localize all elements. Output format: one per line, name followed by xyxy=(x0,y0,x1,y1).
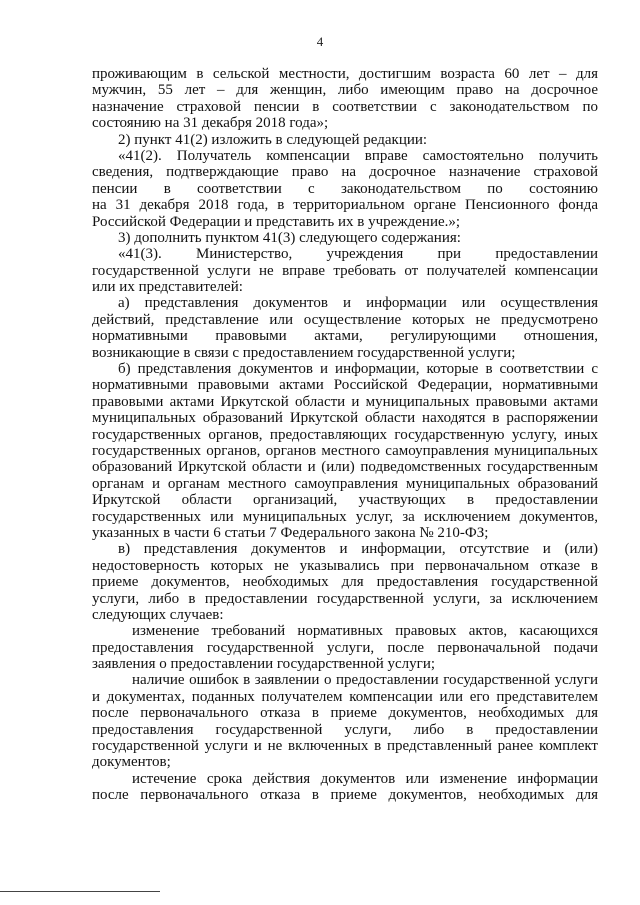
text-line: сведения, подтверждающие право на досрочное назначение страховой xyxy=(92,164,598,181)
text-line: государственных или муниципальных услуг, за исключением документов, xyxy=(92,508,598,525)
footer-rule xyxy=(0,891,160,892)
text-line: проживающим в сельской местности, достигшим возраста 60 лет – для xyxy=(92,66,598,82)
text-line: истечение срока действия документов или изменение информации xyxy=(132,770,598,787)
text-line: 3) дополнить пунктом 41(3) следующего содержания: xyxy=(118,229,461,246)
text-line: назначение страховой пенсии в соответствии с законодательством по xyxy=(92,98,598,115)
text-line: нормативными правовыми актами, регулирующими отношения, xyxy=(92,328,598,345)
document-body xyxy=(92,66,598,804)
text-line: пенсии в соответствии с законодательством по состоянию xyxy=(92,180,598,197)
text-line: на 31 декабря 2018 года, в территориальном органе Пенсионного фонда xyxy=(92,197,598,214)
text-line: следующих случаев: xyxy=(92,606,224,623)
text-line: а) представления документов и информации или осуществления xyxy=(118,295,598,312)
text-line: нормативными правовыми актами Российской Федерации, нормативными xyxy=(92,377,598,394)
page-number: 4 xyxy=(316,34,324,49)
text-line: указанных в части 6 статьи 7 Федерального закона № 210-ФЗ; xyxy=(92,524,489,541)
text-line: после первоначального отказа в приеме документов, необходимых для xyxy=(92,787,598,804)
text-line: государственной услуги и не включенных в представленный ранее комплект xyxy=(92,738,598,755)
text-line: состоянию на 31 декабря 2018 года»; xyxy=(92,115,329,132)
text-line: образований Иркутской области и (или) подведомственных государственным xyxy=(92,459,598,476)
text-line: или их представителей: xyxy=(92,279,243,296)
text-line: «41(3). Министерство, учреждения при предоставлении xyxy=(118,246,598,263)
text-line: в) представления документов и информации, отсутствие и (или) xyxy=(118,541,598,558)
text-line: предоставления государственной услуги, либо в предоставлении xyxy=(92,721,598,738)
text-line: приеме документов, необходимых для предоставления государственной xyxy=(92,574,598,591)
text-line: государственных органов, предоставляющих государственную услугу, иных xyxy=(92,426,598,443)
text-line: правовыми актами Иркутской области и муниципальных правовыми актами xyxy=(92,393,598,410)
text-line: действий, представление или осуществление которых не предусмотрено xyxy=(92,311,598,328)
text-line: государственных органов, органов местного самоуправления муниципальных xyxy=(92,442,598,459)
text-line: предоставления государственной услуги, после первоначальной подачи xyxy=(92,639,598,656)
text-line: и документах, поданных получателем компенсации или его представителем xyxy=(92,688,598,705)
text-line: б) представления документов и информации, которые в соответствии с xyxy=(118,361,598,378)
text-line: «41(2). Получатель компенсации вправе самостоятельно получить xyxy=(118,147,598,164)
text-line: наличие ошибок в заявлении о предоставлении государственной услуги xyxy=(132,672,598,689)
text-line: после первоначального отказа в приеме документов, необходимых для xyxy=(92,705,598,722)
text-line: услуги, либо в предоставлении государственной услуги, за исключением xyxy=(92,590,598,607)
text-line: Российской Федерации и представить их в учреждение.»; xyxy=(92,213,461,230)
text-line: государственной услуги не вправе требовать от получателей компенсации xyxy=(92,262,598,279)
text-line: 2) пункт 41(2) изложить в следующей редакции: xyxy=(118,131,428,148)
text-line: изменение требований нормативных правовых актов, касающихся xyxy=(132,623,598,640)
text-line: органам и органам местного самоуправления муниципальных образований xyxy=(92,475,598,492)
text-line: заявления о предоставлении государственной услуги; xyxy=(92,656,436,673)
text-line: документов; xyxy=(92,754,171,771)
text-line: Иркутской области организаций, участвующих в предоставлении xyxy=(92,492,598,509)
text-line: муниципальных образований Иркутской области находятся в распоряжении xyxy=(92,410,598,427)
text-line: недостоверность которых не указывались при первоначальном отказе в xyxy=(92,557,598,574)
text-line: возникающие в связи с предоставлением государственной услуги; xyxy=(92,344,516,361)
text-line: мужчин, 55 лет – для женщин, либо имеющим право на досрочное xyxy=(92,82,598,99)
